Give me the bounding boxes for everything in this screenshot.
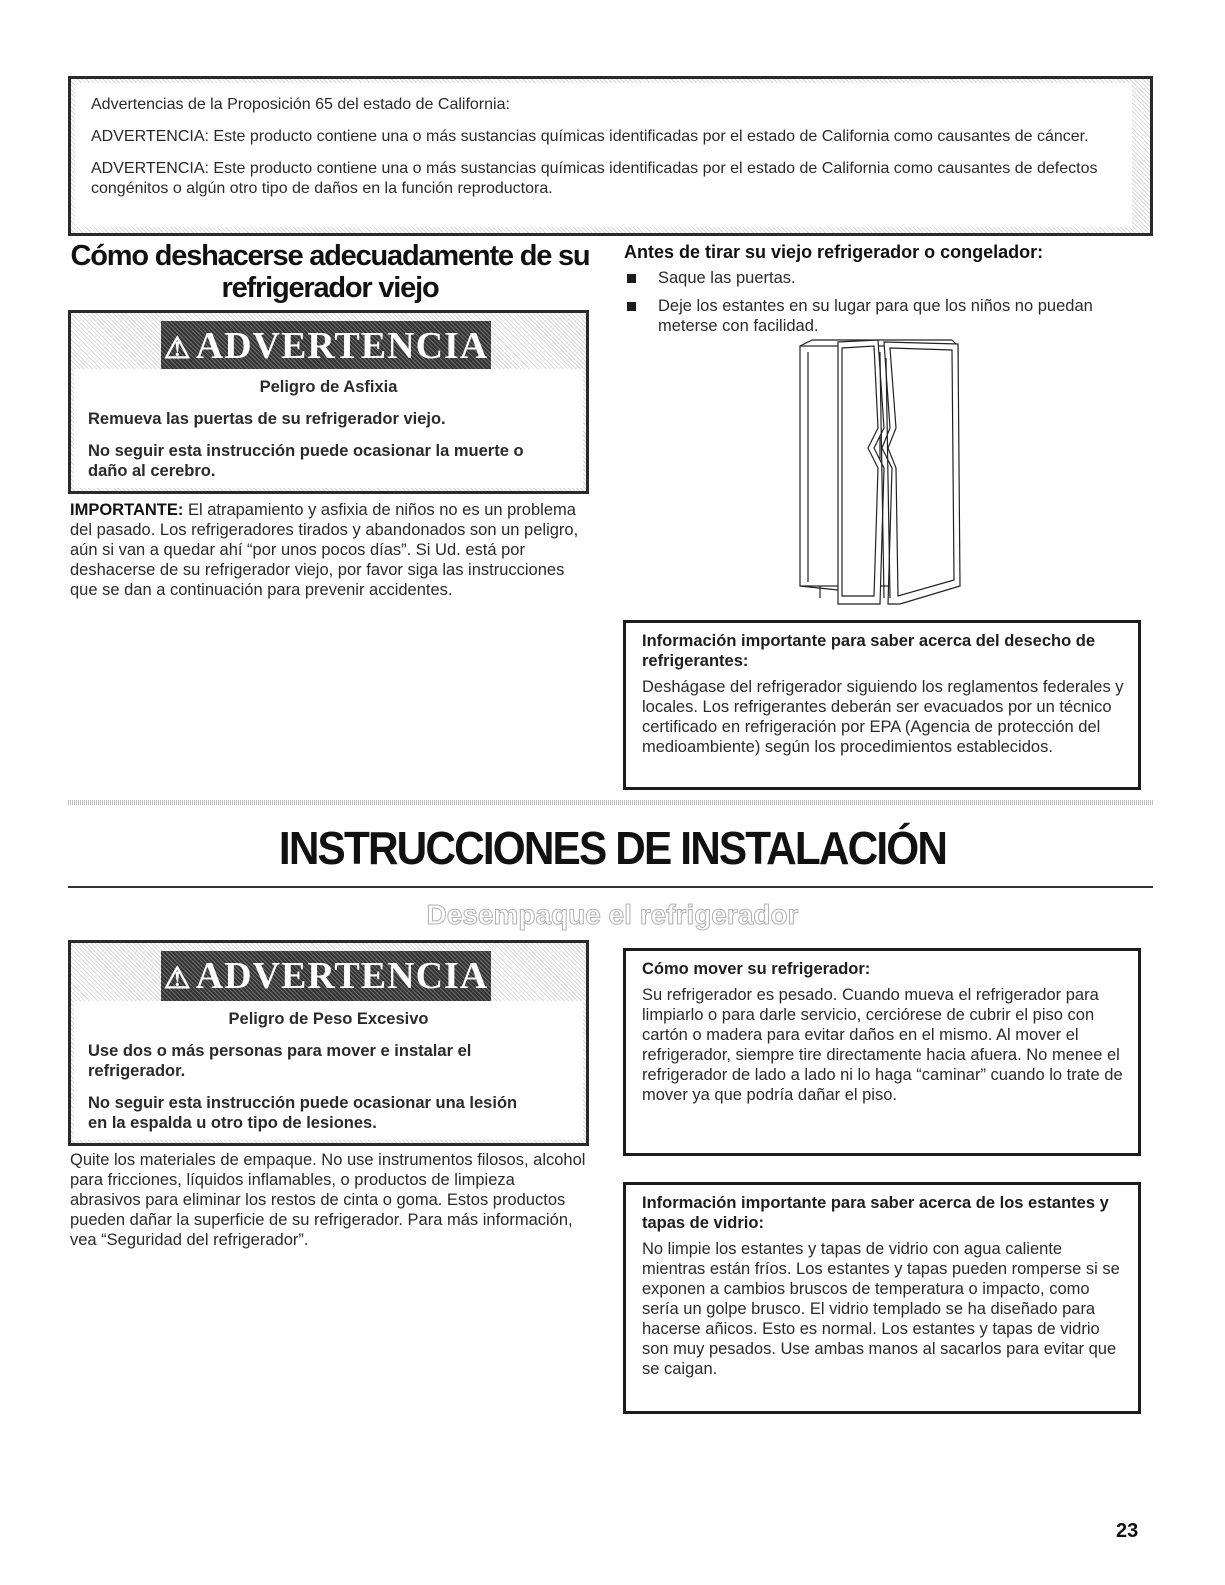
warning-banner-label: ADVERTENCIA bbox=[195, 955, 489, 997]
installation-title: INSTRUCCIONES DE INSTALACIÓN bbox=[278, 822, 947, 874]
warning-banner-label: ADVERTENCIA bbox=[195, 325, 489, 367]
warning-banner bbox=[161, 951, 491, 1001]
warning-consequence: No seguir esta instrucción puede ocasionar la muerte o daño al cerebro. bbox=[88, 442, 524, 480]
refrigerant-info-text: Deshágase del refrigerador siguiendo los reglamentos federales y locales. Los refrigerantes deberán ser evacuados por un técnico certificado en refrigeración por EPA (Agencia de protección del medioambiente) según los procedimientos establecidos. bbox=[642, 678, 1124, 756]
glass-shelves-text: No limpie los estantes y tapas de vidrio con agua caliente mientras están fríos. Los estantes y tapas pueden romperse si se exponen a cambios bruscos de temperatura o impacto, como sería un golpe brusco. El vidrio templado se ha diseñado para hacerse añicos. Esto es normal. Los estantes y tapas de vidrio son muy pesados. Use ambas manos al sacarlos para evitar que se caigan. bbox=[642, 1240, 1120, 1378]
page-number: 23 bbox=[1116, 1520, 1139, 1542]
unpack-paragraph: Quite los materiales de empaque. No use instrumentos filosos, alcohol para fricciones, líquidos inflamables, o productos de limpieza abrasivos para eliminar los restos de cinta o goma. Estos productos pueden dañar la superficie de su refrigerador. Para más información, vea “Seguridad del refrigerador”. bbox=[70, 1151, 586, 1249]
warning-hazard: Peligro de Peso Excesivo bbox=[228, 1010, 429, 1028]
before-disposal-heading: Antes de tirar su viejo refrigerador o congelador: bbox=[624, 242, 1044, 262]
title-underline bbox=[68, 886, 1153, 888]
refrigerator-doors-removed-illustration bbox=[780, 338, 980, 613]
unpack-subtitle: Desempaque el refrigerador bbox=[426, 899, 799, 930]
weight-warning-box bbox=[68, 940, 589, 1146]
disposal-title: Cómo deshacerse adecuadamente de su refrigerador viejo bbox=[70, 240, 590, 304]
before-disposal-list bbox=[624, 268, 1134, 344]
glass-shelves-heading: Información importante para saber acerca de los estantes y tapas de vidrio: bbox=[642, 1194, 1109, 1232]
warning-banner bbox=[161, 321, 491, 371]
warning-body bbox=[74, 369, 583, 488]
prop65-heading: Advertencias de la Proposición 65 del estado de California: bbox=[91, 96, 510, 113]
move-refrigerator-heading: Cómo mover su refrigerador: bbox=[642, 960, 871, 978]
prop65-box bbox=[68, 76, 1153, 236]
list-item: Deje los estantes en su lugar para que los niños no puedan meterse con facilidad. bbox=[624, 296, 1134, 336]
prop65-content bbox=[75, 83, 1132, 227]
important-paragraph bbox=[70, 500, 590, 600]
warning-hazard: Peligro de Asfixia bbox=[259, 378, 398, 396]
important-label: IMPORTANTE: bbox=[70, 501, 184, 519]
glass-shelves-box bbox=[623, 1182, 1141, 1414]
list-item: Saque las puertas. bbox=[624, 268, 1134, 288]
suffocation-warning-box bbox=[68, 310, 589, 494]
important-text: El atrapamiento y asfixia de niños no es un problema del pasado. Los refrigeradores tirados y abandonados son un peligro, aún si van a quedar ahí “por unos pocos días”. Si Ud. está por deshacerse de su refrigerador viejo, por favor siga las instrucciones que se dan a continuación para prevenir accidentes. bbox=[70, 501, 579, 599]
warning-triangle-icon: ⚠ bbox=[163, 962, 192, 995]
section-divider bbox=[68, 800, 1153, 805]
prop65-warning-cancer: ADVERTENCIA: Este producto contiene una o más sustancias químicas identificadas por el estado de California como causantes de cáncer. bbox=[91, 128, 1089, 145]
warning-instruction: Use dos o más personas para mover e instalar el refrigerador. bbox=[88, 1042, 472, 1080]
warning-body bbox=[74, 1001, 583, 1140]
prop65-warning-reproductive: ADVERTENCIA: Este producto contiene una o más sustancias químicas identificadas por el estado de California como causantes de defectos congénitos o algún otro tipo de daños en la función reproductora. bbox=[91, 160, 1098, 197]
warning-triangle-icon: ⚠ bbox=[163, 332, 192, 365]
refrigerant-info-box bbox=[623, 620, 1141, 790]
move-refrigerator-box bbox=[623, 948, 1141, 1156]
move-refrigerator-text: Su refrigerador es pesado. Cuando mueva el refrigerador para limpiarlo o para darle servicio, cerciórese de cubrir el piso con cartón o madera para evitar daños en el mismo. Al mover el refrigerador, siempre tire directamente hacia afuera. No menee el refrigerador de lado a lado ni lo haga “caminar” cuando lo trate de mover ya que podría dañar el piso. bbox=[642, 986, 1123, 1104]
warning-instruction: Remueva las puertas de su refrigerador viejo. bbox=[88, 410, 446, 428]
warning-consequence: No seguir esta instrucción puede ocasionar una lesión en la espalda u otro tipo de lesiones. bbox=[88, 1094, 518, 1132]
refrigerant-info-heading: Información importante para saber acerca del desecho de refrigerantes: bbox=[642, 632, 1095, 670]
